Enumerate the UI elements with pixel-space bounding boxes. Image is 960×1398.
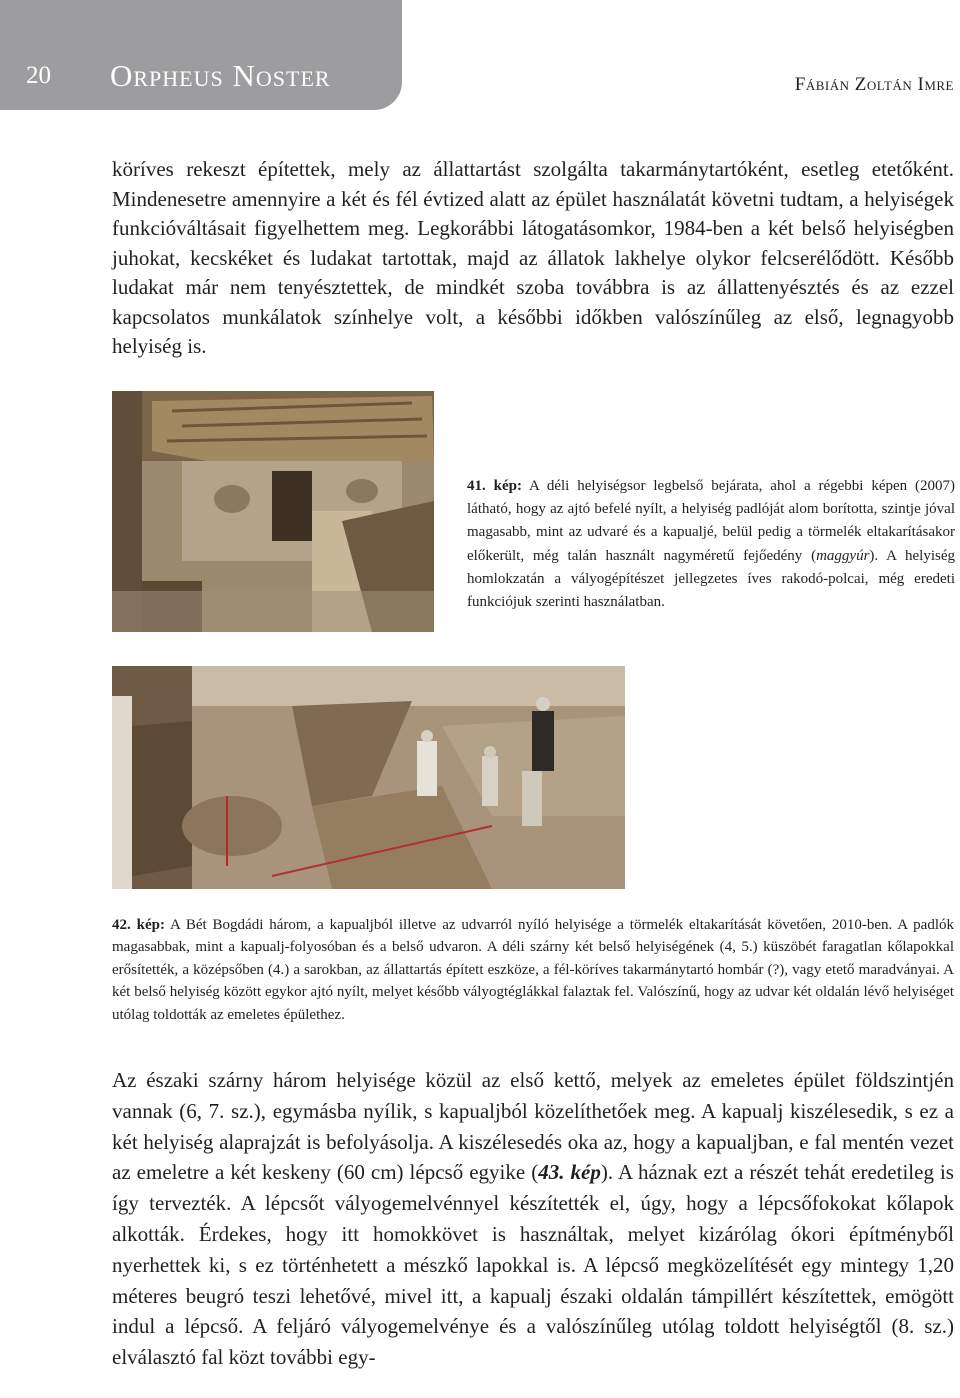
- figure-43-reference: 43. kép: [538, 1160, 601, 1185]
- figure-41-caption-text-2: ). A helyiség homlokzatán a vályogépítészet jellegzetes íves rakodó-polcai, még eredeti funkciójuk szerinti használatban.: [467, 547, 955, 611]
- figure-41-caption-text-1: A déli helyiségsor legbelső bejárata, ahol a régebbi képen (2007) látható, hogy az ajtó befelé nyílt, a helyiség padlóját alom borította, szintje jóval magasabb, mint az udvaré és a kapualjé, belül pedig a törmelék eltakarításakor előkerült, még talán használt nagyméretű fejőedény (: [467, 478, 955, 564]
- figure-41-label: 41. kép:: [467, 478, 522, 494]
- photo-42: [112, 666, 625, 889]
- photo-41: [112, 391, 434, 632]
- journal-title: Orpheus Noster: [110, 58, 331, 93]
- figure-41-term: maggyúr: [816, 547, 870, 564]
- body-paragraph-2: [112, 1065, 954, 1373]
- body-paragraph-2-text-2: ). A háznak ezt a részét tehát eredetileg is így tervezték. A lépcsőt vályogemelvénnyel készítették el, úgy, hogy a lépcsőfokokat kőlapok alkották. Érdekes, hogy itt homokkövet is használtak, melyet kizárólag ókori építményből nyerhettek ki, s ez történhetett a mészkő lapokkal is. A lépcső megközelítését egy mintegy 1,20 méteres beugró teszi lehetővé, mivel itt, a kapualj északi oldalán támpillért készítettek, emögött indul a lépcső. A feljáró vályogemelvénye és a valószínűleg utólag toldott helyiségtől (8. sz.) elválasztó fal közt további egy-: [112, 1160, 954, 1370]
- page-number: 20: [26, 62, 51, 89]
- body-paragraph-1: köríves rekeszt építettek, mely az állattartást szolgálta takarmánytartóként, esetleg etetőként. Mindenesetre amennyire a két és fél évtized alatt az épület használatát követni tudtam, a helyiségek funkcióváltásait figyelhettem meg. Legkorábbi látogatásomkor, 1984-ben a két belső helyiségben juhokat, kecskéket és ludakat tartottak, majd az állatok lakhelye olykor felcserélődött. Később ludakat már nem tenyésztettek, de mindkét szoba továbbra is az állattenyésztés és az ezzel kapcsolatos munkálatok színhelye volt, a későbbi időkben valószínűleg az első, legnagyobb helyiség is.: [112, 157, 954, 358]
- figure-42-caption: [112, 914, 954, 1026]
- figure-41-caption: [467, 475, 955, 614]
- body-paragraph-2-text-1: Az északi szárny három helyisége közül az első kettő, melyek az emeletes épület földszintjén vannak (6, 7. sz.), egymásba nyílik, s kapualjból közelíthetőek meg. A kapualj kiszélesedik, s ez a két helyiség alaprajzát is befolyásolja. A kiszélesedés oka az, hogy a kapualjban, e fal mentén vezet az emeletre a két keskeny (60 cm) lépcső egyike (: [112, 1068, 954, 1185]
- author-name: Fábián Zoltán Imre: [794, 74, 954, 95]
- header-band: [0, 0, 402, 110]
- figure-42-caption-text: A Bét Bogdádi három, a kapualjból illetve az udvarról nyíló helyisége a törmelék eltakarítását követően, 2010-ben. A padlók magasabbak, mint a kapualj-folyosóban és a belső udvaron. A déli szárny két belső helyiségének (4, 5.) küszöbét faragatlan kőlapokkal erősítették, a középsőben (4.) a sarokban, az állattartás épített eszköze, a fél-köríves takarmánytartó hombár (?), vagy etető maradványai. A két belső helyiség között egykor ajtó nyílt, melyet később vályogtéglákkal falaztak fel. Valószínű, hogy az udvar két oldalán lévő helyiséget utólag toldották az emeletes épülethez.: [112, 917, 954, 1023]
- figure-42-label: 42. kép:: [112, 917, 165, 933]
